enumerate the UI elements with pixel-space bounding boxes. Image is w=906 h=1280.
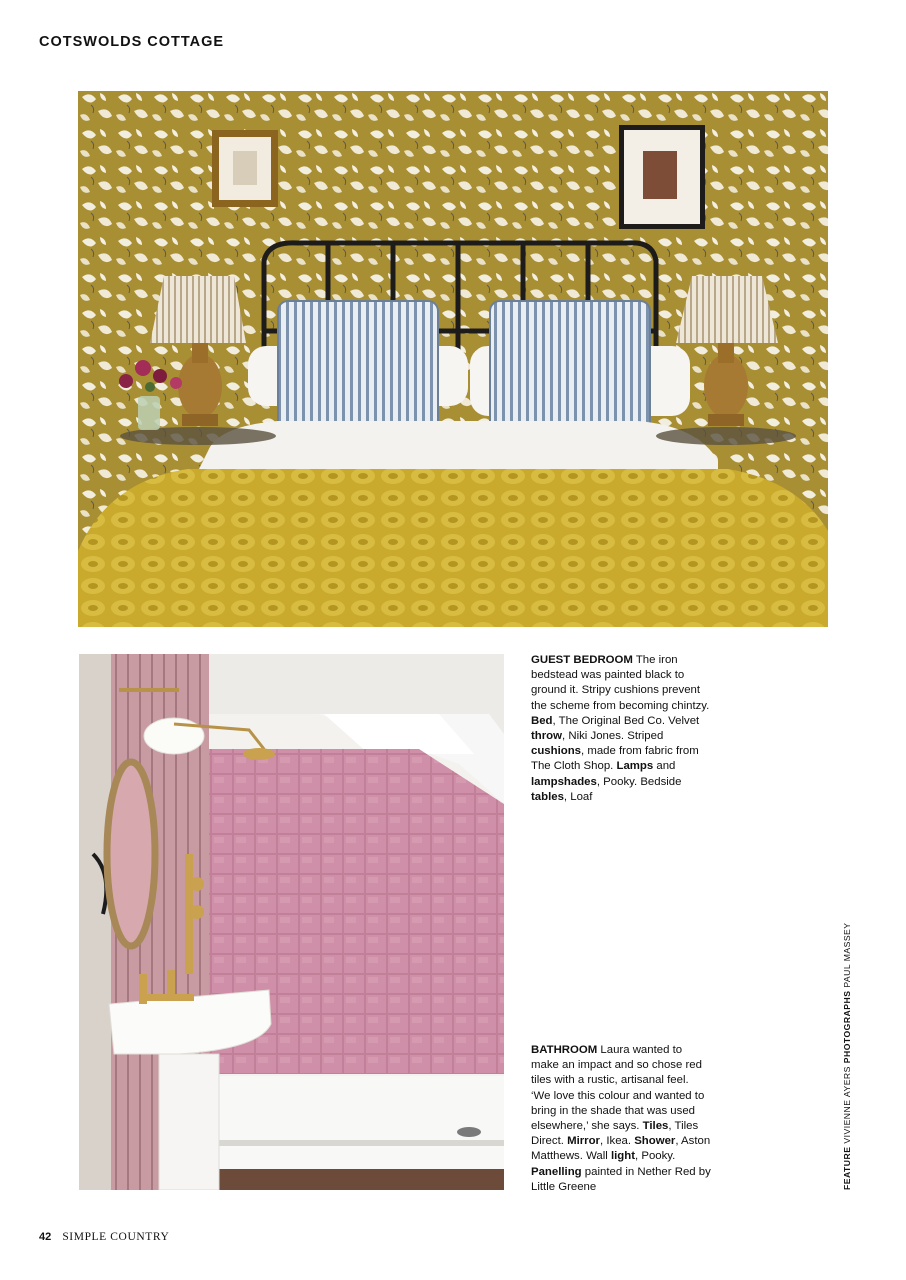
caption-text: , Loaf — [563, 790, 593, 803]
left-picture-frame — [212, 130, 278, 207]
page-number: 42 — [39, 1231, 52, 1243]
caption-text: , Aston Matthews. Wall — [531, 1135, 711, 1163]
caption-text: and — [653, 760, 676, 773]
caption-bold-text: cushions — [531, 745, 582, 758]
caption-bold-text: FEATURE — [842, 1146, 852, 1190]
caption-bold-text: throw — [531, 730, 563, 743]
caption-bold-text: lampshades — [531, 775, 597, 788]
bathroom-photo — [79, 654, 504, 1190]
caption-text: Laura wanted to make an impact and so chose red tiles with a rustic, artisanal feel. ‘We love this colour and wanted to bring in the shade that was used elsewhere,’ she says. — [531, 1044, 705, 1133]
bedroom-photo — [78, 91, 828, 627]
caption-text: , Pooky. — [635, 1150, 676, 1163]
caption-bold-text: tables — [531, 790, 564, 803]
caption-text: The iron bedstead was painted black to ground it. Stripy cushions prevent the scheme from becoming chintzy. — [531, 654, 710, 712]
caption-text: , Pooky. Bedside — [596, 775, 682, 788]
caption-bold-text: Tiles — [642, 1120, 669, 1133]
caption-text: , The Original Bed Co. Velvet — [552, 714, 700, 727]
caption-bold-text: Shower — [634, 1135, 676, 1148]
bathroom-caption — [531, 1043, 711, 1195]
caption-bold-text: light — [610, 1150, 636, 1163]
caption-text: VIVIENNE AYERS — [842, 1063, 852, 1147]
caption-text: PAUL MASSEY — [842, 922, 852, 991]
caption-bold-text: Bed — [531, 714, 553, 727]
caption-text: , made from fabric from The Cloth Shop. — [531, 745, 699, 773]
caption-text: , Ikea. — [600, 1135, 635, 1148]
section-title: COTSWOLDS COTTAGE — [39, 34, 225, 50]
page-footer — [39, 1231, 169, 1243]
caption-text: , Tiles Direct. — [531, 1120, 699, 1148]
caption-bold-text: Mirror — [567, 1135, 600, 1148]
caption-bold-text: GUEST BEDROOM — [531, 654, 633, 666]
caption-text: painted in Nether Red by Little Greene — [531, 1165, 711, 1193]
caption-bold-text: Panelling — [531, 1165, 582, 1178]
caption-bold-text: BATHROOM — [531, 1044, 598, 1056]
caption-bold-text: Lamps — [616, 760, 654, 773]
right-picture-frame — [619, 125, 705, 229]
caption-text: , Niki Jones. Striped — [562, 730, 664, 743]
caption-bold-text: PHOTOGRAPHS — [842, 990, 852, 1064]
magazine-name: SIMPLE COUNTRY — [62, 1231, 170, 1243]
photo-credits — [842, 922, 852, 1190]
bedroom-caption — [531, 653, 711, 805]
